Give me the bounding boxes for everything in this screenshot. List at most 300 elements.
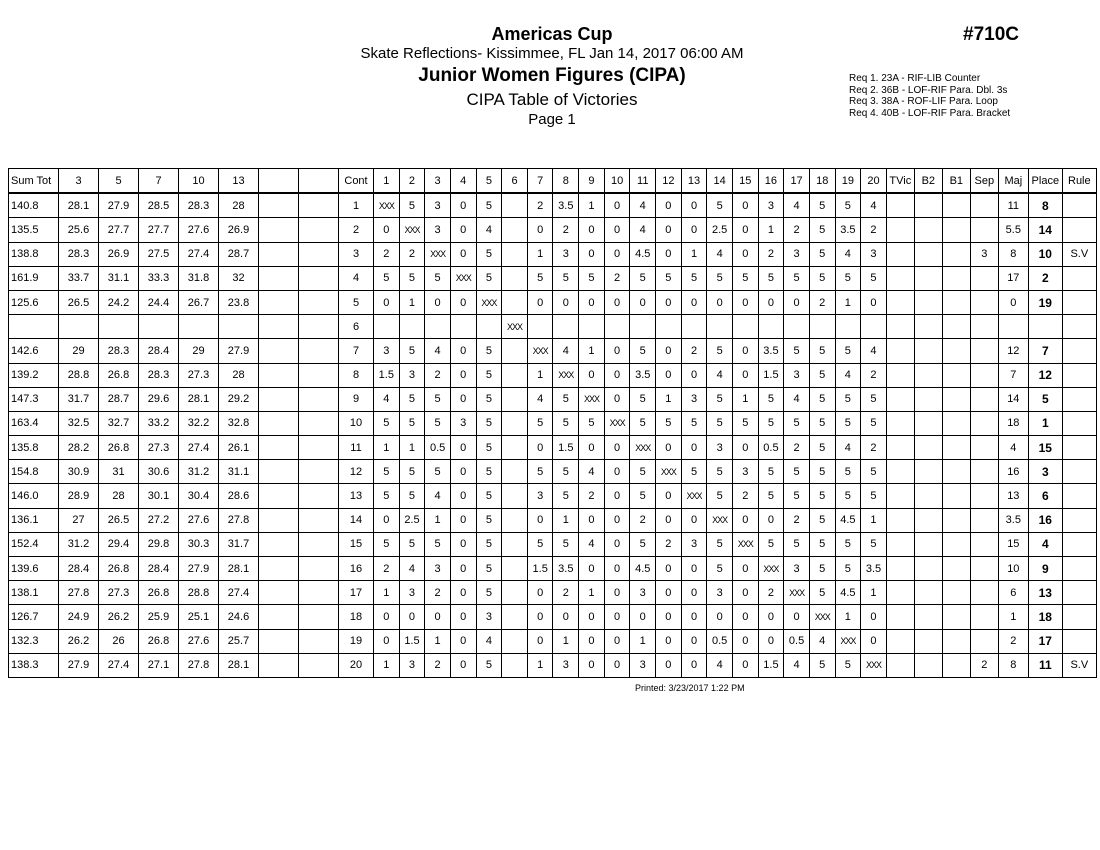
table-cell	[886, 532, 914, 556]
table-cell	[299, 629, 339, 653]
table-cell: XXX	[425, 242, 451, 266]
table-cell: 28.7	[219, 242, 259, 266]
table-cell: 5	[784, 484, 810, 508]
table-cell: 26.5	[59, 290, 99, 314]
table-cell: 30.4	[179, 484, 219, 508]
table-cell: 29.8	[139, 532, 179, 556]
column-header: Rule	[1062, 169, 1096, 194]
table-cell: 28	[219, 193, 259, 218]
table-cell: 0	[732, 653, 758, 677]
table-cell	[259, 532, 299, 556]
table-cell	[1062, 266, 1096, 290]
table-cell: 27.6	[179, 629, 219, 653]
table-cell: XXX	[809, 605, 835, 629]
printed-timestamp: Printed: 3/23/2017 1:22 PM	[635, 683, 745, 693]
table-cell	[942, 532, 970, 556]
table-row	[9, 508, 1097, 532]
table-cell: 1	[681, 242, 707, 266]
table-cell: 3.5	[553, 557, 579, 581]
table-cell: 5	[476, 193, 502, 218]
place-cell: 15	[1028, 436, 1062, 460]
table-cell	[970, 290, 998, 314]
table-cell: 3	[784, 363, 810, 387]
table-cell: 5	[809, 193, 835, 218]
table-cell: 12	[339, 460, 374, 484]
table-cell: 5	[656, 411, 682, 435]
table-cell: 3	[374, 339, 400, 363]
table-cell: 0	[604, 508, 630, 532]
table-cell: 5	[861, 266, 887, 290]
table-cell: 18	[998, 411, 1028, 435]
table-cell	[1062, 387, 1096, 411]
table-row	[9, 290, 1097, 314]
table-cell	[942, 290, 970, 314]
table-cell: 1.5	[374, 363, 400, 387]
table-cell: 0	[450, 460, 476, 484]
table-cell: 29.4	[99, 532, 139, 556]
column-header: 7	[527, 169, 553, 194]
table-cell: 0	[604, 242, 630, 266]
table-cell: 27.3	[179, 363, 219, 387]
table-cell: 26.1	[219, 436, 259, 460]
column-header: 10	[179, 169, 219, 194]
column-header: 2	[399, 169, 425, 194]
table-cell	[59, 315, 99, 339]
table-cell: 5	[339, 290, 374, 314]
table-cell: 8	[339, 363, 374, 387]
column-header: TVic	[886, 169, 914, 194]
table-cell: 126.7	[9, 605, 59, 629]
table-cell: 1	[656, 387, 682, 411]
table-cell: XXX	[553, 363, 579, 387]
table-cell: 16	[339, 557, 374, 581]
table-cell: 1	[861, 508, 887, 532]
table-cell: 5	[707, 266, 733, 290]
table-cell: 4.5	[630, 242, 656, 266]
table-cell	[259, 290, 299, 314]
table-cell: 5	[707, 532, 733, 556]
table-cell	[1062, 532, 1096, 556]
table-cell: 0	[732, 363, 758, 387]
table-cell	[942, 242, 970, 266]
table-cell: 5	[425, 460, 451, 484]
table-cell	[942, 315, 970, 339]
table-cell: 3	[425, 218, 451, 242]
table-cell: 5	[374, 484, 400, 508]
table-cell: 28.3	[139, 363, 179, 387]
table-cell	[914, 605, 942, 629]
table-cell: 1	[579, 581, 605, 605]
table-cell: 27.4	[219, 581, 259, 605]
table-cell	[219, 315, 259, 339]
table-cell: 5	[527, 532, 553, 556]
table-cell: 0	[425, 290, 451, 314]
table-cell: 23.8	[219, 290, 259, 314]
table-cell	[942, 266, 970, 290]
table-cell: 4	[707, 242, 733, 266]
table-row	[9, 532, 1097, 556]
table-cell: 0	[399, 605, 425, 629]
table-row	[9, 484, 1097, 508]
table-cell	[942, 508, 970, 532]
table-cell: 27	[59, 508, 99, 532]
table-cell: 27.9	[99, 193, 139, 218]
table-cell	[1062, 363, 1096, 387]
table-cell: 2	[970, 653, 998, 677]
place-cell: 14	[1028, 218, 1062, 242]
table-cell: 0	[681, 218, 707, 242]
table-cell: 5	[707, 387, 733, 411]
table-cell: 5	[476, 242, 502, 266]
table-cell: 15	[339, 532, 374, 556]
table-cell	[1062, 460, 1096, 484]
page-number: Page 1	[528, 111, 576, 128]
table-cell: 1	[732, 387, 758, 411]
table-cell	[1062, 605, 1096, 629]
table-cell: 5	[732, 266, 758, 290]
table-cell	[259, 193, 299, 218]
table-cell: 0	[604, 460, 630, 484]
table-cell	[1062, 315, 1096, 339]
table-cell	[942, 557, 970, 581]
table-cell: 0	[604, 339, 630, 363]
table-cell: 5	[476, 557, 502, 581]
table-cell: 2	[527, 193, 553, 218]
table-cell: 9	[339, 387, 374, 411]
table-cell	[259, 653, 299, 677]
table-cell: 140.8	[9, 193, 59, 218]
table-cell: 4	[861, 339, 887, 363]
table-cell	[502, 581, 528, 605]
place-cell	[1028, 315, 1062, 339]
table-cell	[886, 339, 914, 363]
table-cell: 4	[784, 193, 810, 218]
table-cell: 0	[579, 242, 605, 266]
event-code: #710C	[963, 24, 1019, 45]
table-cell	[259, 315, 299, 339]
table-cell: 5	[758, 484, 784, 508]
table-cell: 0	[707, 605, 733, 629]
place-cell: 16	[1028, 508, 1062, 532]
table-cell: 3	[861, 242, 887, 266]
table-cell	[914, 242, 942, 266]
table-cell: 28.1	[59, 193, 99, 218]
table-cell: 29	[179, 339, 219, 363]
table-cell: 0.5	[758, 436, 784, 460]
table-cell: 29.6	[139, 387, 179, 411]
table-cell: 27.8	[59, 581, 99, 605]
table-cell	[476, 315, 502, 339]
requirement-item: Req 3. 38A - ROF-LIF Para. Loop	[849, 96, 998, 107]
table-cell: 31.7	[219, 532, 259, 556]
table-cell: 5	[579, 266, 605, 290]
table-cell: 3.5	[998, 508, 1028, 532]
table-cell: 5	[553, 266, 579, 290]
table-cell	[914, 532, 942, 556]
table-cell: 3	[425, 557, 451, 581]
column-header: 4	[450, 169, 476, 194]
table-cell	[1062, 629, 1096, 653]
table-cell: 0	[450, 290, 476, 314]
table-cell: 2	[784, 436, 810, 460]
table-cell: 5	[809, 387, 835, 411]
table-cell: 3	[970, 242, 998, 266]
table-cell: 5	[630, 532, 656, 556]
table-cell	[970, 508, 998, 532]
table-row	[9, 363, 1097, 387]
table-cell: 146.0	[9, 484, 59, 508]
table-cell: 32.2	[179, 411, 219, 435]
table-cell: S.V	[1062, 653, 1096, 677]
table-cell	[970, 581, 998, 605]
place-cell: 13	[1028, 581, 1062, 605]
table-cell: 2	[374, 242, 400, 266]
table-cell: 2	[784, 508, 810, 532]
table-cell: 5	[809, 484, 835, 508]
table-cell: 4.5	[835, 508, 861, 532]
table-cell	[886, 581, 914, 605]
table-cell: 31	[99, 460, 139, 484]
table-cell: 5	[527, 411, 553, 435]
table-cell: 4	[425, 339, 451, 363]
table-cell	[914, 629, 942, 653]
table-cell: 5	[707, 484, 733, 508]
table-cell	[707, 315, 733, 339]
competition-title: Americas Cup	[491, 24, 613, 44]
event-name: Junior Women Figures (CIPA)	[418, 65, 686, 86]
table-cell: 13	[339, 484, 374, 508]
table-cell	[970, 339, 998, 363]
table-cell: 5	[681, 460, 707, 484]
table-cell: 4	[835, 242, 861, 266]
table-cell: 0	[553, 605, 579, 629]
table-cell: 5	[809, 557, 835, 581]
table-cell: 27.3	[139, 436, 179, 460]
column-header: Sum Tot	[9, 169, 59, 194]
table-cell: 5	[425, 532, 451, 556]
table-cell: 26.2	[59, 629, 99, 653]
table-cell: 27.8	[179, 653, 219, 677]
table-cell: 5	[835, 339, 861, 363]
table-cell: 0	[604, 605, 630, 629]
table-cell: 28.3	[179, 193, 219, 218]
table-cell	[259, 557, 299, 581]
table-cell	[299, 193, 339, 218]
column-header: Sep	[970, 169, 998, 194]
table-cell: 10	[998, 557, 1028, 581]
table-cell: 4	[784, 387, 810, 411]
table-cell	[784, 315, 810, 339]
table-cell: 0	[604, 629, 630, 653]
table-cell: 26.7	[179, 290, 219, 314]
place-cell: 2	[1028, 266, 1062, 290]
table-cell: 3	[630, 653, 656, 677]
place-cell: 8	[1028, 193, 1062, 218]
table-cell: 5	[784, 339, 810, 363]
table-cell: 5	[374, 532, 400, 556]
table-cell	[259, 508, 299, 532]
table-cell: 0	[604, 387, 630, 411]
table-cell: 3	[339, 242, 374, 266]
table-cell: 5	[399, 266, 425, 290]
table-cell: 1	[861, 581, 887, 605]
table-cell: XXX	[450, 266, 476, 290]
table-cell: 3	[476, 605, 502, 629]
table-cell	[502, 387, 528, 411]
table-cell: 0	[732, 508, 758, 532]
table-cell: XXX	[476, 290, 502, 314]
table-cell: 0	[604, 653, 630, 677]
table-cell: 27.6	[179, 218, 219, 242]
table-cell: 24.4	[139, 290, 179, 314]
table-cell: 27.9	[59, 653, 99, 677]
table-cell: 0	[861, 605, 887, 629]
table-cell	[914, 193, 942, 218]
table-cell: 5	[758, 411, 784, 435]
table-cell: 7	[998, 363, 1028, 387]
table-cell	[299, 436, 339, 460]
table-row	[9, 339, 1097, 363]
table-row	[9, 266, 1097, 290]
table-cell: 0	[707, 290, 733, 314]
table-cell: 0	[579, 605, 605, 629]
table-cell: 5	[476, 532, 502, 556]
column-header: 10	[604, 169, 630, 194]
table-cell: 0	[527, 290, 553, 314]
table-cell	[886, 653, 914, 677]
table-cell	[259, 266, 299, 290]
table-cell: 1.5	[399, 629, 425, 653]
table-cell: 0	[758, 290, 784, 314]
column-header: Maj	[998, 169, 1028, 194]
table-cell: 0	[374, 290, 400, 314]
table-cell	[259, 460, 299, 484]
table-cell: 5	[707, 193, 733, 218]
table-cell	[942, 411, 970, 435]
table-cell	[299, 653, 339, 677]
table-cell: 31.2	[59, 532, 99, 556]
table-cell: 0	[527, 436, 553, 460]
table-cell	[914, 436, 942, 460]
table-cell	[502, 508, 528, 532]
table-cell: 0	[758, 605, 784, 629]
table-cell	[914, 411, 942, 435]
table-cell	[809, 315, 835, 339]
requirements-list	[849, 73, 1010, 119]
table-cell: 3	[630, 581, 656, 605]
table-cell: 32.7	[99, 411, 139, 435]
table-cell	[886, 629, 914, 653]
table-cell: 25.7	[219, 629, 259, 653]
place-cell: 9	[1028, 557, 1062, 581]
table-cell: 5	[861, 532, 887, 556]
table-cell: 0	[604, 193, 630, 218]
table-cell: 3	[732, 460, 758, 484]
table-cell: 0.5	[784, 629, 810, 653]
table-cell: 2	[861, 218, 887, 242]
table-cell: 1.5	[758, 653, 784, 677]
table-cell: 0	[681, 629, 707, 653]
table-cell	[259, 436, 299, 460]
table-cell: 17	[998, 266, 1028, 290]
table-cell: 24.6	[219, 605, 259, 629]
table-cell: 28.3	[59, 242, 99, 266]
table-cell: 3	[784, 557, 810, 581]
table-cell	[942, 653, 970, 677]
table-cell	[399, 315, 425, 339]
table-cell: 0	[579, 508, 605, 532]
table-cell: 5	[476, 266, 502, 290]
place-cell: 12	[1028, 363, 1062, 387]
table-cell: 5	[784, 266, 810, 290]
table-cell: 6	[998, 581, 1028, 605]
table-cell	[886, 315, 914, 339]
column-header: B2	[914, 169, 942, 194]
table-cell: 3	[399, 581, 425, 605]
table-cell: 4	[998, 436, 1028, 460]
column-header: 13	[219, 169, 259, 194]
table-cell: 1	[527, 653, 553, 677]
table-cell	[942, 581, 970, 605]
table-cell: 32.5	[59, 411, 99, 435]
table-cell: 2	[425, 653, 451, 677]
table-cell: 5	[835, 532, 861, 556]
table-cell: 3	[707, 436, 733, 460]
table-cell: 5.5	[998, 218, 1028, 242]
table-cell: 5	[809, 653, 835, 677]
table-cell: 5	[399, 193, 425, 218]
table-cell	[886, 508, 914, 532]
table-cell	[942, 363, 970, 387]
table-cell: 5	[476, 508, 502, 532]
table-cell: XXX	[861, 653, 887, 677]
table-cell: XXX	[527, 339, 553, 363]
table-cell: 5	[425, 411, 451, 435]
table-cell: 3	[784, 242, 810, 266]
table-cell: XXX	[656, 460, 682, 484]
table-cell	[502, 290, 528, 314]
table-cell: 2	[553, 581, 579, 605]
table-cell	[502, 605, 528, 629]
table-cell: 3	[527, 484, 553, 508]
table-cell: 5	[630, 411, 656, 435]
table-cell: 5	[374, 266, 400, 290]
table-cell: 26.8	[99, 557, 139, 581]
table-cell: 27.4	[179, 242, 219, 266]
table-cell: 3	[758, 193, 784, 218]
table-cell: 5	[809, 363, 835, 387]
table-cell	[502, 193, 528, 218]
table-cell: 4	[835, 436, 861, 460]
table-cell: 0	[527, 508, 553, 532]
table-cell: 5	[758, 266, 784, 290]
table-cell: 1	[579, 193, 605, 218]
column-header: B1	[942, 169, 970, 194]
table-cell	[942, 218, 970, 242]
table-cell: 0	[450, 629, 476, 653]
table-cell	[259, 218, 299, 242]
table-cell: 28.8	[59, 363, 99, 387]
table-cell: 5	[527, 460, 553, 484]
table-cell: 0	[681, 581, 707, 605]
table-cell	[502, 653, 528, 677]
place-cell: 19	[1028, 290, 1062, 314]
table-cell	[502, 339, 528, 363]
table-cell: 2	[339, 218, 374, 242]
table-cell: 28.4	[139, 339, 179, 363]
table-cell: 5	[399, 387, 425, 411]
table-cell: 5	[553, 411, 579, 435]
